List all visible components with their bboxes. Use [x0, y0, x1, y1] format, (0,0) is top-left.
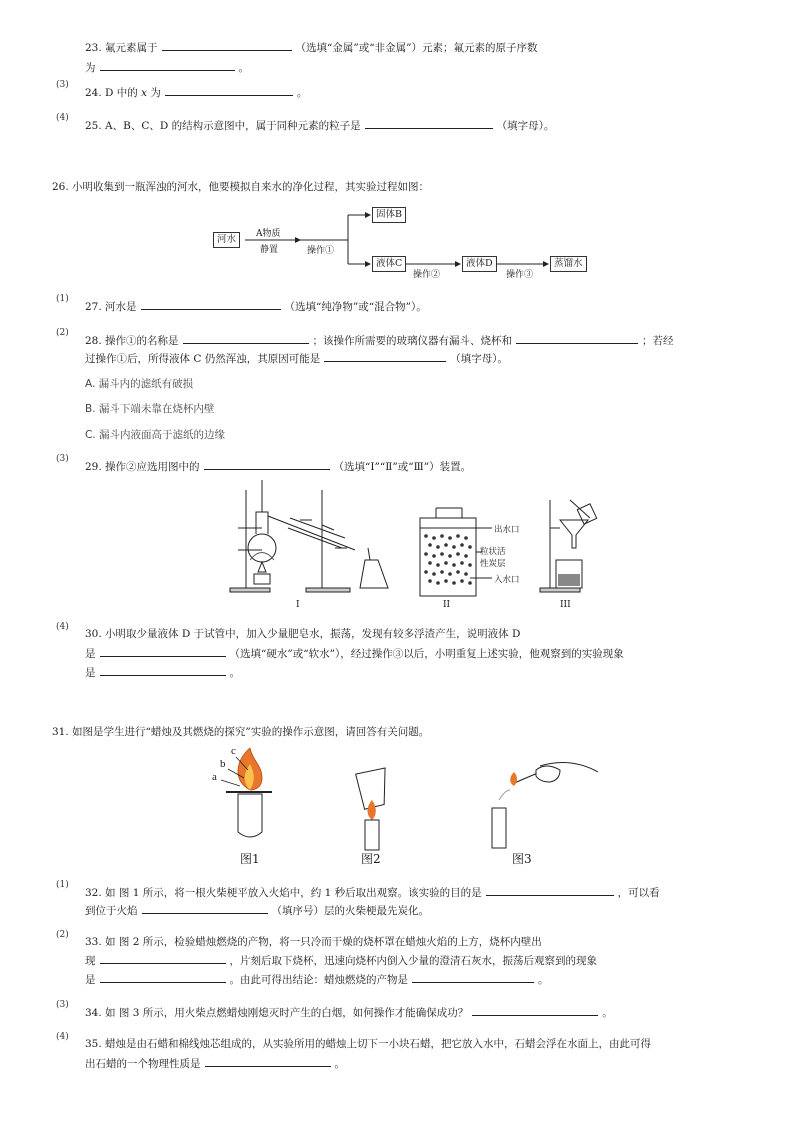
label-substance-a: A物质 [256, 229, 281, 239]
q33-line2: 现 ，片刻后取下烧杯，迅速向烧杯内倒入少量的澄清石灰水，振荡后观察到的现象 [85, 955, 597, 967]
sub-number: (3) [56, 454, 69, 464]
sub-number: (2) [56, 930, 69, 940]
option-b[interactable]: B. 漏斗下端未靠在烧杯内壁 [85, 403, 215, 415]
label-carbon-2: 性炭层 [480, 559, 506, 569]
sub-number: (4) [56, 1032, 69, 1042]
label-apparatus-3: III [560, 600, 571, 610]
q26-stem: 26. 小明收集到一瓶浑浊的河水，他要模拟自来水的净化过程，其实验过程如图： [52, 181, 430, 193]
q32-line1: 32. 如 图 1 所示，将一根火柴梗平放入火焰中，约 1 秒后取出观察。该实验的目的是 ，可以看 [85, 887, 660, 899]
q30-line2: 是 （选填“硬水”或“软水”），经过操作③以后，小明重复上述实验，他观察到的实验现象 [85, 648, 624, 660]
q35-line1: 35. 蜡烛是由石蜡和棉线烛芯组成的，从实验所用的蜡烛上切下一小块石蜡，把它放入水中，石蜡会浮在水面上，由此可得 [85, 1038, 652, 1050]
sub-number: (1) [56, 294, 69, 304]
label-apparatus-1: I [296, 600, 300, 610]
answer-blank[interactable] [412, 972, 534, 983]
q34-line: 34. 如 图 3 所示，用火柴点燃蜡烛刚熄灭时产生的白烟，如何操作才能确保成功？ 。 [85, 1007, 613, 1019]
q28-line2: 过操作①后，所得液体 C 仍然浑浊，其原因可能是 （填字母）。 [85, 353, 508, 365]
label-op3: 操作③ [506, 270, 534, 280]
answer-blank[interactable] [100, 972, 226, 983]
caption-fig2: 图2 [361, 852, 381, 866]
label-apparatus-2: II [443, 600, 451, 610]
answer-blank[interactable] [472, 1005, 598, 1016]
option-a[interactable]: A. 漏斗内的滤纸有破损 [85, 378, 194, 390]
q33-line1: 33. 如 图 2 所示，检验蜡烛燃烧的产物，将一只冷而干燥的烧杯罩在蜡烛火焰的上方，烧杯内壁出 [85, 936, 542, 948]
q24-line: 24. D 中的 x 为 。 [85, 87, 308, 99]
box-liquid-c: 液体C [372, 256, 406, 272]
q30-line3: 是 。 [85, 667, 240, 679]
q29-line: 29. 操作②应选用图中的 （选填“Ⅰ”“Ⅱ”或“Ⅲ”）装置。 [85, 461, 472, 473]
sub-number: (2) [56, 328, 69, 338]
q33-line3: 是 。由此可得出结论：蜡烛燃烧的产物是 。 [85, 974, 549, 986]
sub-number: (3) [56, 1000, 69, 1010]
label-op1: 操作① [307, 246, 335, 256]
caption-fig3: 图3 [512, 852, 532, 866]
q27-line: 27. 河水是 （选填“纯净物”或“混合物”）。 [85, 301, 427, 313]
box-solid-b: 固体B [372, 207, 406, 223]
box-distilled: 蒸馏水 [550, 256, 587, 272]
sub-number: (4) [56, 113, 69, 123]
label-op2: 操作② [413, 270, 441, 280]
label-b: b [220, 758, 226, 770]
answer-blank[interactable] [142, 903, 268, 914]
option-c[interactable]: C. 漏斗内液面高于滤纸的边缘 [85, 429, 226, 441]
q25-line: 25. A、B、C、D 的结构示意图中，属于同种元素的粒子是 （填字母）。 [85, 120, 555, 132]
box-liquid-d: 液体D [462, 256, 497, 272]
label-inlet: 入水口 [494, 575, 520, 585]
q31-stem: 31. 如图是学生进行“蜡烛及其燃烧的探究”实验的操作示意图，请回答有关问题。 [52, 726, 430, 738]
label-a: a [212, 771, 217, 783]
label-c: c [231, 745, 236, 757]
box-river: 河水 [213, 232, 240, 248]
label-outlet: 出水口 [494, 525, 520, 535]
answer-blank[interactable] [486, 885, 614, 896]
answer-blank[interactable] [100, 953, 226, 964]
caption-fig1: 图1 [240, 852, 260, 866]
label-settle: 静置 [260, 245, 279, 255]
sub-number: (4) [56, 622, 69, 632]
q35-line2: 出石蜡的一个物理性质是 。 [85, 1058, 345, 1070]
answer-blank[interactable] [205, 1056, 331, 1067]
q23-line2: 为 。 [85, 62, 249, 74]
q30-line1: 30. 小明取少量液体 D 于试管中，加入少量肥皂水，振荡，发现有较多浮渣产生，说明液体 D [85, 628, 521, 640]
q32-line2: 到位于火焰 （填序号）层的火柴梗最先炭化。 [85, 905, 429, 917]
q23-line1: 23. 氟元素属于 （选填“金属”或“非金属”）元素；氟元素的原子序数 [85, 42, 538, 54]
sub-number: (3) [56, 80, 69, 90]
label-carbon-1: 粒状活 [480, 547, 506, 557]
sub-number: (1) [56, 880, 69, 890]
q28-line1: 28. 操作①的名称是 ；该操作所需要的玻璃仪器有漏斗、烧杯和 ；若经 [85, 335, 674, 347]
